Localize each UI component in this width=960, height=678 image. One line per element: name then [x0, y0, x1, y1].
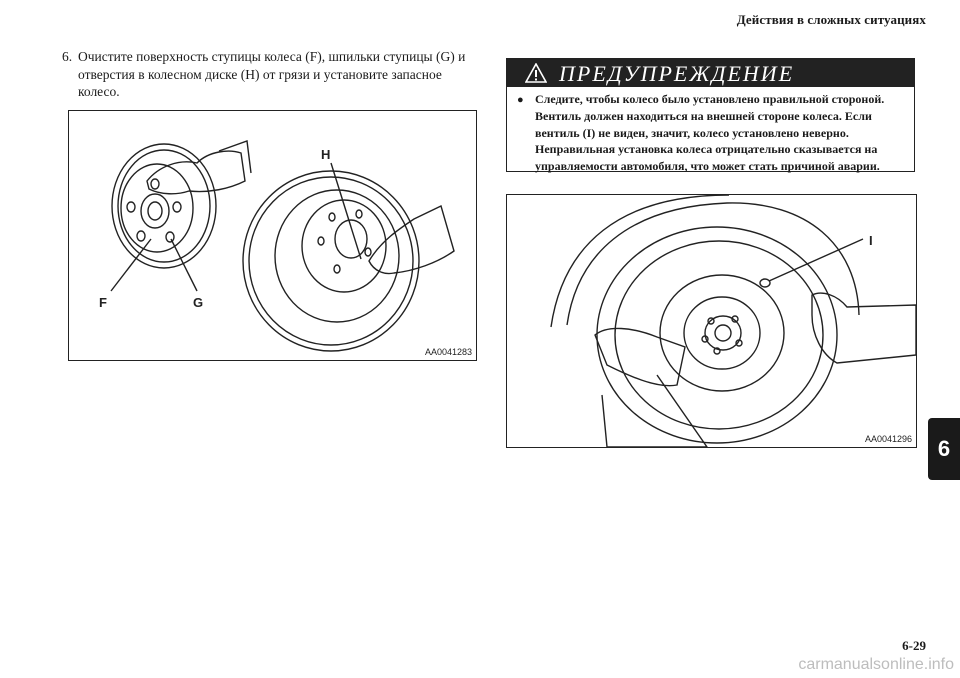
figure-hub-cleaning [68, 110, 477, 361]
section-header-title: Действия в сложных ситуациях [736, 12, 926, 27]
watermark: carmanualsonline.info [798, 656, 954, 673]
warning-header [507, 59, 914, 87]
figure-wheel-mounting [506, 194, 917, 448]
step-number: 6. [62, 49, 73, 64]
figure-code: AA0041296 [864, 434, 912, 444]
warning-title: ПРЕДУПРЕЖДЕНИЕ [559, 61, 795, 86]
instruction-step [62, 48, 478, 101]
label-i: I [869, 233, 873, 248]
hub-cleaning-illustration [69, 111, 476, 360]
figure-code: AA0041283 [424, 347, 472, 357]
step-text: Очистите поверхность ступицы колеса (F), шпильки ступицы (G) и отверстия в колесном диске (H) от грязи и установите запасное колесо. [78, 49, 466, 99]
label-f: F [99, 295, 107, 310]
warning-triangle-icon [525, 63, 547, 83]
warning-box [506, 58, 915, 172]
page-number: 6-29 [902, 638, 926, 653]
warning-body [517, 91, 906, 175]
bullet-icon: ● [517, 94, 524, 106]
label-g: G [193, 295, 204, 310]
wheel-mounting-illustration [507, 195, 916, 447]
warning-text: Следите, чтобы колесо было установлено правильной стороной. Вентиль должен находиться на внешней стороне колеса. Если вентиль (I) не виден, значит, колесо установлено неверно. Неправильная установка колеса отрицательно сказывается на управляемости автомобиля, что может стать причиной аварии. [535, 92, 885, 174]
label-h: H [321, 147, 331, 162]
chapter-tab: 6 [928, 418, 960, 480]
